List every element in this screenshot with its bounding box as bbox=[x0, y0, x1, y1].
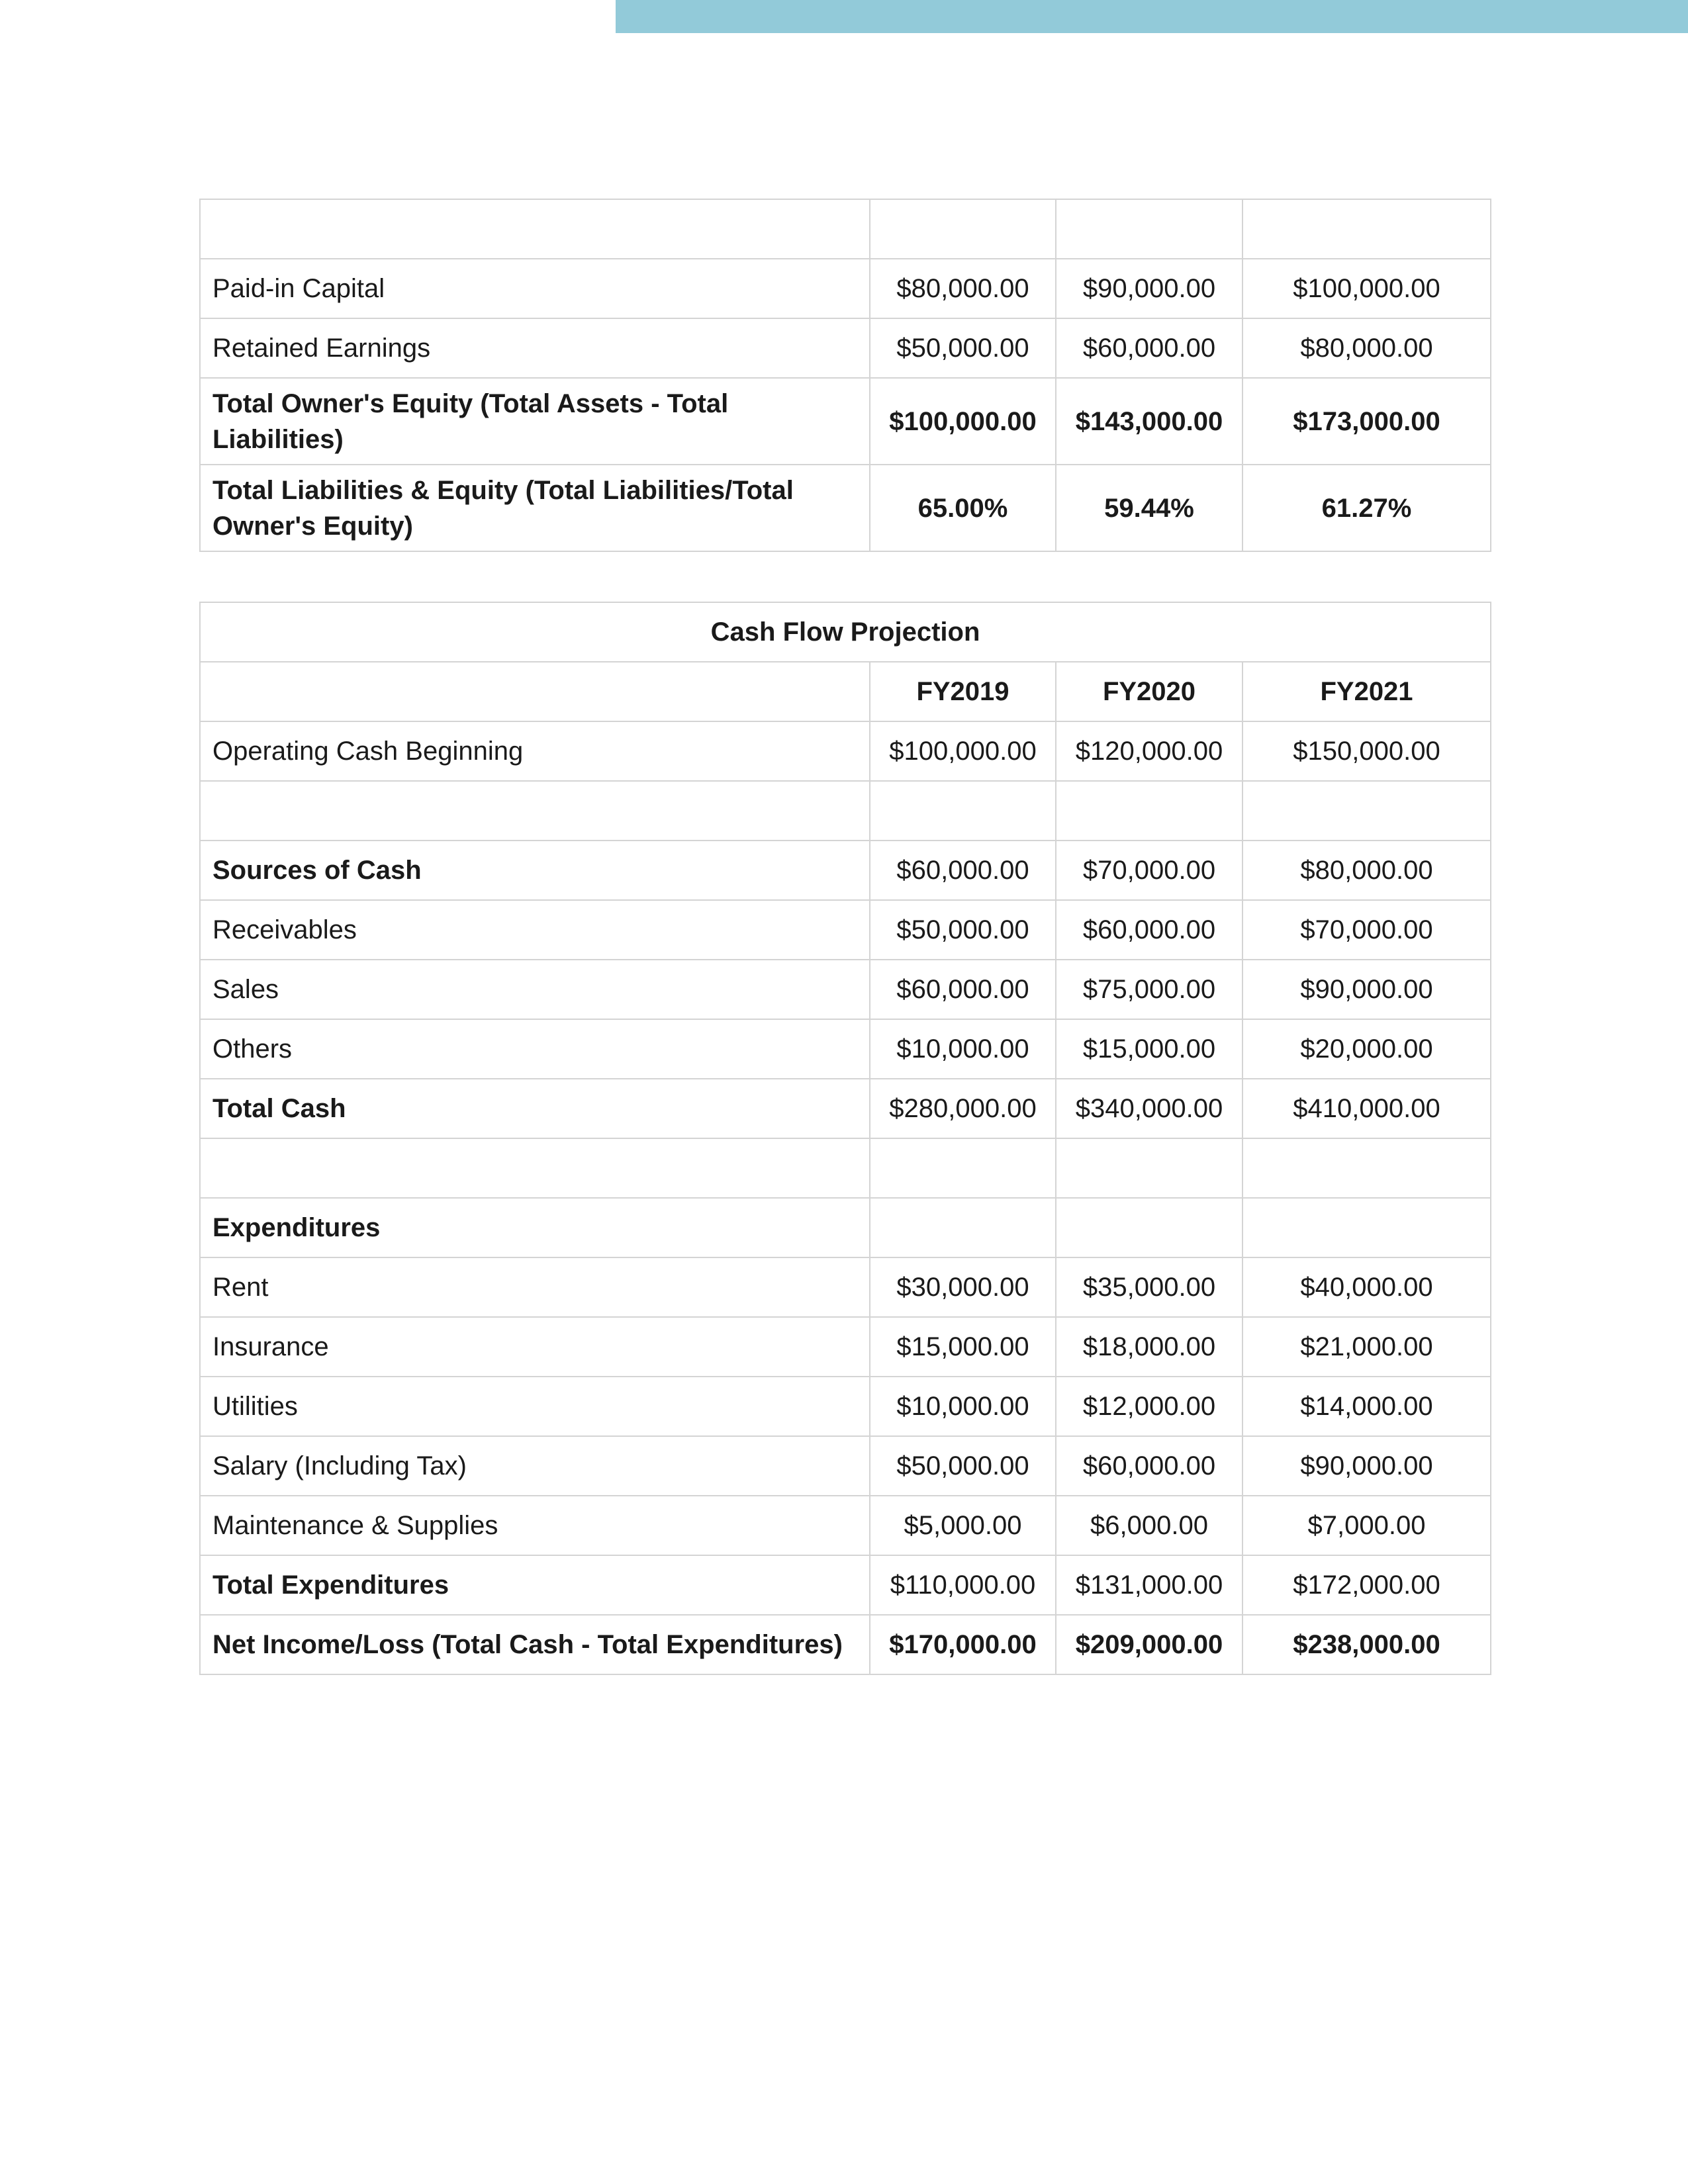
row-label: Paid-in Capital bbox=[200, 259, 870, 318]
value-cell: $75,000.00 bbox=[1056, 960, 1243, 1019]
row-label: Insurance bbox=[200, 1317, 870, 1377]
value-cell: $131,000.00 bbox=[1056, 1555, 1243, 1615]
table-row bbox=[200, 378, 1491, 465]
row-label: Net Income/Loss (Total Cash - Total Expenditures) bbox=[200, 1615, 870, 1674]
value-cell: 61.27% bbox=[1243, 465, 1491, 551]
header-accent-bar bbox=[616, 0, 1688, 33]
table-row bbox=[200, 900, 1491, 960]
value-cell: $70,000.00 bbox=[1056, 841, 1243, 900]
value-cell: $6,000.00 bbox=[1056, 1496, 1243, 1555]
table-row bbox=[200, 1496, 1491, 1555]
value-cell: $238,000.00 bbox=[1243, 1615, 1491, 1674]
row-label: Others bbox=[200, 1019, 870, 1079]
value-cell bbox=[1056, 781, 1243, 841]
value-cell: $209,000.00 bbox=[1056, 1615, 1243, 1674]
value-cell: $120,000.00 bbox=[1056, 721, 1243, 781]
value-cell: $15,000.00 bbox=[1056, 1019, 1243, 1079]
value-cell: $60,000.00 bbox=[1056, 318, 1243, 378]
value-cell: $40,000.00 bbox=[1243, 1257, 1491, 1317]
row-label: Total Liabilities & Equity (Total Liabilities/Total Owner's Equity) bbox=[200, 465, 870, 551]
value-cell: $35,000.00 bbox=[1056, 1257, 1243, 1317]
value-cell: $20,000.00 bbox=[1243, 1019, 1491, 1079]
value-cell: $60,000.00 bbox=[870, 841, 1056, 900]
value-cell: $80,000.00 bbox=[1243, 318, 1491, 378]
value-cell: $30,000.00 bbox=[870, 1257, 1056, 1317]
table-row bbox=[200, 199, 1491, 259]
value-cell: $50,000.00 bbox=[870, 900, 1056, 960]
table-row bbox=[200, 465, 1491, 551]
table-row bbox=[200, 1198, 1491, 1257]
value-cell bbox=[1056, 1198, 1243, 1257]
value-cell: $60,000.00 bbox=[1056, 1436, 1243, 1496]
column-header: FY2020 bbox=[1056, 662, 1243, 721]
value-cell: $18,000.00 bbox=[1056, 1317, 1243, 1377]
value-cell: $410,000.00 bbox=[1243, 1079, 1491, 1138]
value-cell bbox=[1056, 1138, 1243, 1198]
value-cell: $60,000.00 bbox=[870, 960, 1056, 1019]
table-row bbox=[200, 259, 1491, 318]
row-label: Sources of Cash bbox=[200, 841, 870, 900]
value-cell: $80,000.00 bbox=[870, 259, 1056, 318]
table-row bbox=[200, 960, 1491, 1019]
table-title-row bbox=[200, 602, 1491, 662]
row-label: Sales bbox=[200, 960, 870, 1019]
value-cell: $100,000.00 bbox=[870, 721, 1056, 781]
row-label bbox=[200, 199, 870, 259]
value-cell: $60,000.00 bbox=[1056, 900, 1243, 960]
value-cell: $15,000.00 bbox=[870, 1317, 1056, 1377]
value-cell: $90,000.00 bbox=[1243, 960, 1491, 1019]
table-row bbox=[200, 841, 1491, 900]
value-cell: $110,000.00 bbox=[870, 1555, 1056, 1615]
value-cell: $70,000.00 bbox=[1243, 900, 1491, 960]
cash-flow-table bbox=[199, 602, 1491, 1675]
table-row bbox=[200, 1079, 1491, 1138]
row-label: Receivables bbox=[200, 900, 870, 960]
value-cell: $7,000.00 bbox=[1243, 1496, 1491, 1555]
value-cell: $172,000.00 bbox=[1243, 1555, 1491, 1615]
value-cell bbox=[1056, 199, 1243, 259]
table-row bbox=[200, 721, 1491, 781]
value-cell: $50,000.00 bbox=[870, 1436, 1056, 1496]
value-cell: $10,000.00 bbox=[870, 1019, 1056, 1079]
row-label: Total Owner's Equity (Total Assets - Total Liabilities) bbox=[200, 378, 870, 465]
value-cell bbox=[870, 1138, 1056, 1198]
table-row bbox=[200, 1257, 1491, 1317]
table-row bbox=[200, 1555, 1491, 1615]
value-cell bbox=[1243, 1198, 1491, 1257]
value-cell: $5,000.00 bbox=[870, 1496, 1056, 1555]
table-row bbox=[200, 318, 1491, 378]
value-cell: 65.00% bbox=[870, 465, 1056, 551]
row-label: Maintenance & Supplies bbox=[200, 1496, 870, 1555]
row-label: Expenditures bbox=[200, 1198, 870, 1257]
value-cell bbox=[1243, 199, 1491, 259]
value-cell bbox=[870, 199, 1056, 259]
row-label bbox=[200, 781, 870, 841]
table-row bbox=[200, 1317, 1491, 1377]
value-cell bbox=[870, 1198, 1056, 1257]
value-cell: $100,000.00 bbox=[870, 378, 1056, 465]
table-row bbox=[200, 781, 1491, 841]
value-cell: $14,000.00 bbox=[1243, 1377, 1491, 1436]
header-row bbox=[200, 662, 1491, 721]
value-cell: $173,000.00 bbox=[1243, 378, 1491, 465]
value-cell: $340,000.00 bbox=[1056, 1079, 1243, 1138]
value-cell: $21,000.00 bbox=[1243, 1317, 1491, 1377]
value-cell bbox=[1243, 1138, 1491, 1198]
row-label: Rent bbox=[200, 1257, 870, 1317]
table-row bbox=[200, 1138, 1491, 1198]
row-label: Total Cash bbox=[200, 1079, 870, 1138]
value-cell: $12,000.00 bbox=[1056, 1377, 1243, 1436]
value-cell: $90,000.00 bbox=[1243, 1436, 1491, 1496]
row-label: Salary (Including Tax) bbox=[200, 1436, 870, 1496]
value-cell: $50,000.00 bbox=[870, 318, 1056, 378]
value-cell: $143,000.00 bbox=[1056, 378, 1243, 465]
value-cell: $80,000.00 bbox=[1243, 841, 1491, 900]
value-cell: 59.44% bbox=[1056, 465, 1243, 551]
owners-equity-table bbox=[199, 199, 1491, 552]
row-label: Retained Earnings bbox=[200, 318, 870, 378]
value-cell: $10,000.00 bbox=[870, 1377, 1056, 1436]
column-header: FY2019 bbox=[870, 662, 1056, 721]
value-cell bbox=[1243, 781, 1491, 841]
table-row bbox=[200, 1377, 1491, 1436]
table-row bbox=[200, 1436, 1491, 1496]
value-cell: $150,000.00 bbox=[1243, 721, 1491, 781]
row-label bbox=[200, 1138, 870, 1198]
table-title: Cash Flow Projection bbox=[200, 602, 1491, 662]
value-cell: $90,000.00 bbox=[1056, 259, 1243, 318]
row-label: Total Expenditures bbox=[200, 1555, 870, 1615]
row-label: Utilities bbox=[200, 1377, 870, 1436]
value-cell: $170,000.00 bbox=[870, 1615, 1056, 1674]
value-cell: $280,000.00 bbox=[870, 1079, 1056, 1138]
row-label: Operating Cash Beginning bbox=[200, 721, 870, 781]
value-cell bbox=[870, 781, 1056, 841]
column-header bbox=[200, 662, 870, 721]
table-row bbox=[200, 1615, 1491, 1674]
value-cell: $100,000.00 bbox=[1243, 259, 1491, 318]
table-row bbox=[200, 1019, 1491, 1079]
column-header: FY2021 bbox=[1243, 662, 1491, 721]
